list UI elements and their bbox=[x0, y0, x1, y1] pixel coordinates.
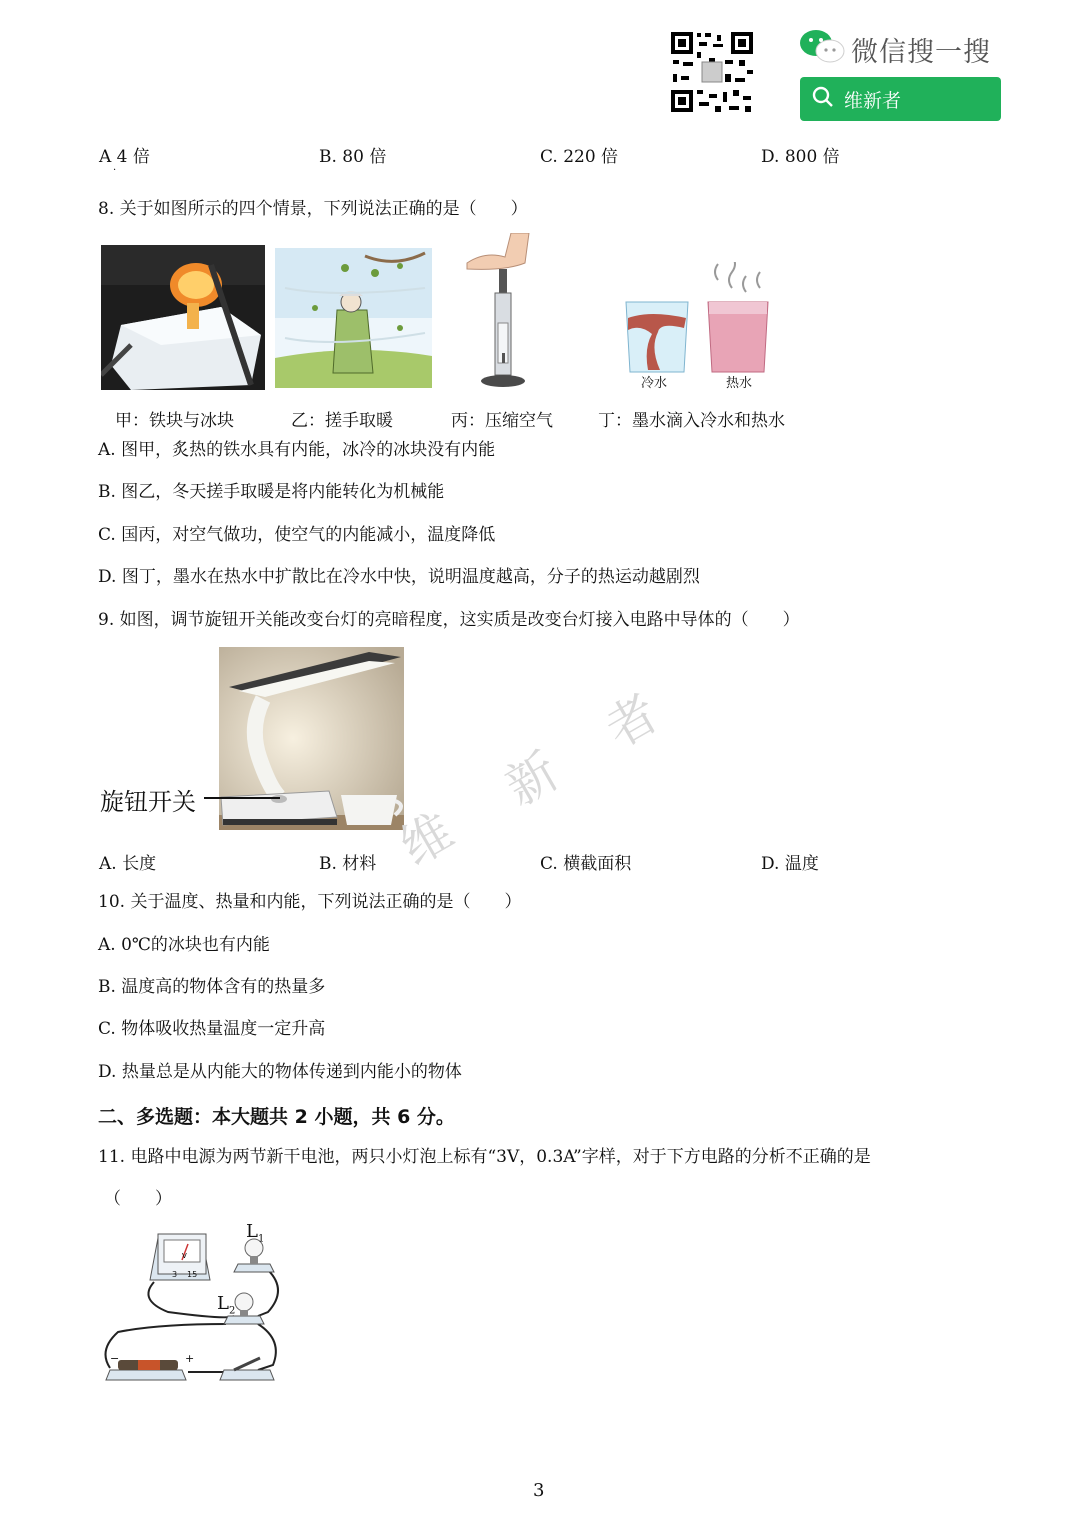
q11-answer-paren: （ ） bbox=[104, 1189, 172, 1209]
q10-stem: 10. 关于温度、热量和内能，下列说法正确的是（ ） bbox=[98, 892, 522, 912]
qr-code bbox=[669, 30, 755, 114]
q10-option-d: D. 热量总是从内能大的物体传递到内能小的物体 bbox=[98, 1062, 462, 1082]
q8-stem: 8. 关于如图所示的四个情景，下列说法正确的是（ ） bbox=[98, 199, 528, 219]
q9-option-a: A. 长度 bbox=[99, 854, 157, 874]
q8-option-c: C. 国丙，对空气做功，使空气的内能减小，温度降低 bbox=[98, 525, 496, 545]
section-heading: 二、多选题：本大题共 2 小题，共 6 分。 bbox=[98, 1106, 455, 1128]
knob-pointer-line bbox=[204, 797, 280, 799]
meter-tick-3: 3 bbox=[172, 1270, 178, 1279]
page-number: 3 bbox=[533, 1480, 545, 1501]
battery-minus: − bbox=[110, 1352, 120, 1365]
watermark-char-2: 新 bbox=[495, 741, 569, 818]
hot-water-label: 热水 bbox=[726, 376, 753, 391]
q7-option-d: D. 800 倍 bbox=[761, 147, 840, 167]
svg-text:V: V bbox=[182, 1252, 187, 1260]
dot-mark: · bbox=[113, 165, 117, 176]
search-button[interactable] bbox=[800, 77, 1001, 121]
search-title: 微信搜一搜 bbox=[851, 37, 991, 68]
battery-plus: + bbox=[185, 1352, 195, 1365]
q9-option-c: C. 横截面积 bbox=[540, 854, 632, 874]
q7-option-a: A 4 倍 bbox=[99, 147, 150, 167]
bulb-l2-label: $L_2$ bbox=[217, 1293, 236, 1317]
q8-option-b: B. 图乙，冬天搓手取暖是将内能转化为机械能 bbox=[98, 482, 445, 502]
q11-stem: 11. 电路中电源为两节新干电池，两只小灯泡上标有“3V，0.3A”字样，对于下方电路的分析不正确的是 bbox=[98, 1147, 871, 1167]
cold-water-label: 冷水 bbox=[641, 376, 668, 391]
q9-stem: 9. 如图，调节旋钮开关能改变台灯的亮暗程度，这实质是改变台灯接入电路中导体的（ ） bbox=[98, 610, 800, 630]
watermark-char-3: 者 bbox=[595, 683, 669, 760]
q7-option-c: C. 220 倍 bbox=[540, 147, 619, 167]
rubbing-hands-image bbox=[275, 248, 432, 392]
caption-yi: 乙：搓手取暖 bbox=[291, 411, 393, 431]
q7-option-b: B. 80 倍 bbox=[319, 147, 387, 167]
search-button-label: 维新者 bbox=[844, 89, 902, 112]
watermark-char-1: 维 bbox=[390, 801, 464, 878]
q8-option-a: A. 图甲，炙热的铁水具有内能，冰冷的冰块没有内能 bbox=[98, 440, 496, 460]
iron-ice-image bbox=[101, 245, 265, 394]
q9-option-b: B. 材料 bbox=[319, 854, 377, 874]
q10-option-c: C. 物体吸收热量温度一定升高 bbox=[98, 1019, 326, 1039]
q8-option-d: D. 图丁，墨水在热水中扩散比在冷水中快，说明温度越高，分子的热运动越剧烈 bbox=[98, 567, 700, 587]
caption-jia: 甲：铁块与冰块 bbox=[115, 411, 234, 431]
air-compression-image bbox=[465, 233, 537, 395]
search-icon bbox=[812, 86, 834, 113]
caption-bing: 丙：压缩空气 bbox=[451, 411, 553, 431]
q10-option-b: B. 温度高的物体含有的热量多 bbox=[98, 977, 326, 997]
q10-option-a: A. 0℃的冰块也有内能 bbox=[98, 935, 270, 955]
wechat-icon bbox=[799, 29, 845, 69]
meter-tick-15: 15 bbox=[187, 1270, 198, 1279]
knob-switch-label: 旋钮开关 bbox=[100, 788, 196, 816]
desk-lamp-image bbox=[219, 647, 404, 834]
q9-option-d: D. 温度 bbox=[761, 854, 819, 874]
bulb-l1-label: $L_1$ bbox=[246, 1221, 265, 1245]
caption-ding: 丁：墨水滴入冷水和热水 bbox=[598, 411, 785, 431]
